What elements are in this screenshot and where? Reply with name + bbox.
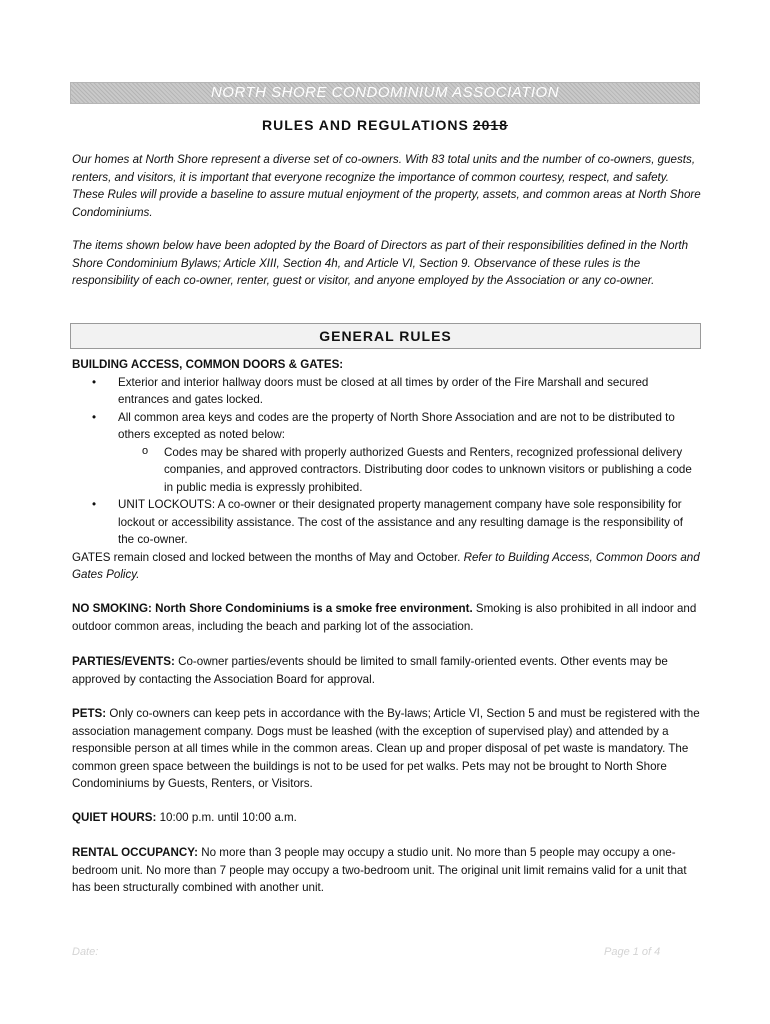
list-item bbox=[72, 496, 702, 549]
intro-paragraph-2: The items shown below have been adopted by the Board of Directors as part of their responsibilities defined in the North Shore Condominium Bylaws; Article XIII, Section 4h, and Article VI, Section 9. Observance of these rules is the responsibility of each co-owner, renter, guest or visitor, and anyone employed by the Association or any co-owner. bbox=[72, 239, 689, 287]
rental-occupancy-paragraph bbox=[72, 844, 702, 897]
association-banner: NORTH SHORE CONDOMINIUM ASSOCIATION bbox=[70, 82, 700, 104]
bullet-text: UNIT LOCKOUTS: A co-owner or their designated property management company have sole responsibility for lockout or accessibility assistance. The cost of the assistance and any resulting damage is the responsibility of the co-owner. bbox=[118, 498, 683, 546]
rental-occupancy-label: RENTAL OCCUPANCY: bbox=[72, 846, 199, 859]
parties-text: Co-owner parties/events should be limited to small family-oriented events. Other events may be approved by contacting the Association Board for approval. bbox=[72, 655, 668, 686]
pets-text: Only co-owners can keep pets in accordance with the By-laws; Article VI, Section 5 and must be registered with the association management company. Dogs must be leashed (with the exception of supervised play) and attended by a responsible person at all times while in the common areas. Clean up and proper disposal of pet waste is mandatory. The common green space between the buildings is not to be used for pet walks. Pets may not be brought to North Shore Condominiums by Guests, Renters, or Visitors. bbox=[72, 707, 700, 790]
no-smoking-label: NO SMOKING: North Shore Condominiums is a smoke free environment. bbox=[72, 602, 473, 615]
pets-paragraph bbox=[72, 705, 702, 793]
quiet-hours-label: QUIET HOURS: bbox=[72, 811, 157, 824]
intro-paragraph-1: Our homes at North Shore represent a diverse set of co-owners. With 83 total units and the number of co-owners, guests, renters, and visitors, it is important that everyone recognize the importance of common courtesy, respect, and safety. These Rules will provide a baseline to assure mutual enjoyment of the property, assets, and common areas at North Shore Condominiums. bbox=[72, 153, 701, 219]
gates-text: GATES remain closed and locked between the months of May and October. bbox=[72, 550, 464, 564]
gates-paragraph bbox=[72, 549, 702, 584]
pets-label: PETS: bbox=[72, 707, 107, 720]
access-sub-list bbox=[118, 444, 702, 497]
list-item bbox=[72, 409, 702, 497]
footer-date: Date: bbox=[72, 946, 99, 958]
bullet-text: Exterior and interior hallway doors must be closed at all times by order of the Fire Marshall and secured entrances and gates locked. bbox=[118, 375, 649, 406]
footer-page-number: Page 1 of 4 bbox=[604, 946, 661, 958]
quiet-hours-text: 10:00 p.m. until 10:00 a.m. bbox=[156, 811, 297, 824]
document-title bbox=[70, 117, 700, 133]
title-text: RULES AND REGULATIONS bbox=[261, 117, 469, 133]
list-item bbox=[72, 374, 702, 409]
rental-occupancy-text: No more than 3 people may occupy a studio unit. No more than 5 people may occupy a one-bedroom unit. No more than 7 people may occupy a two-bedroom unit. The original unit limit remains valid for a unit that has been structurally combined with another unit. bbox=[72, 846, 687, 894]
no-smoking-text: Smoking is also prohibited in all indoor and outdoor common areas, including the beach and parking lot of the association. bbox=[72, 602, 697, 633]
sub-bullet-text: Codes may be shared with properly authorized Guests and Renters, recognized professional delivery companies, and approved contractors. Distributing door codes to unknown visitors or publishing a code in public media is expressly prohibited. bbox=[164, 445, 692, 494]
sub-list-item bbox=[118, 444, 702, 497]
building-access-section bbox=[72, 356, 702, 584]
building-access-heading: BUILDING ACCESS, COMMON DOORS & GATES: bbox=[72, 358, 344, 371]
quiet-hours-paragraph bbox=[72, 809, 702, 827]
struck-year: 2018 bbox=[472, 117, 509, 133]
access-bullet-list bbox=[72, 374, 702, 549]
parties-paragraph bbox=[72, 653, 702, 688]
no-smoking-paragraph bbox=[72, 600, 702, 635]
parties-label: PARTIES/EVENTS: bbox=[72, 655, 175, 668]
gates-policy-reference: Refer to Building Access, Common Doors and Gates Policy. bbox=[72, 550, 700, 581]
general-rules-heading: GENERAL RULES bbox=[70, 323, 701, 349]
bullet-text: All common area keys and codes are the property of North Shore Association and are not to be distributed to others excepted as noted below: bbox=[118, 410, 675, 441]
